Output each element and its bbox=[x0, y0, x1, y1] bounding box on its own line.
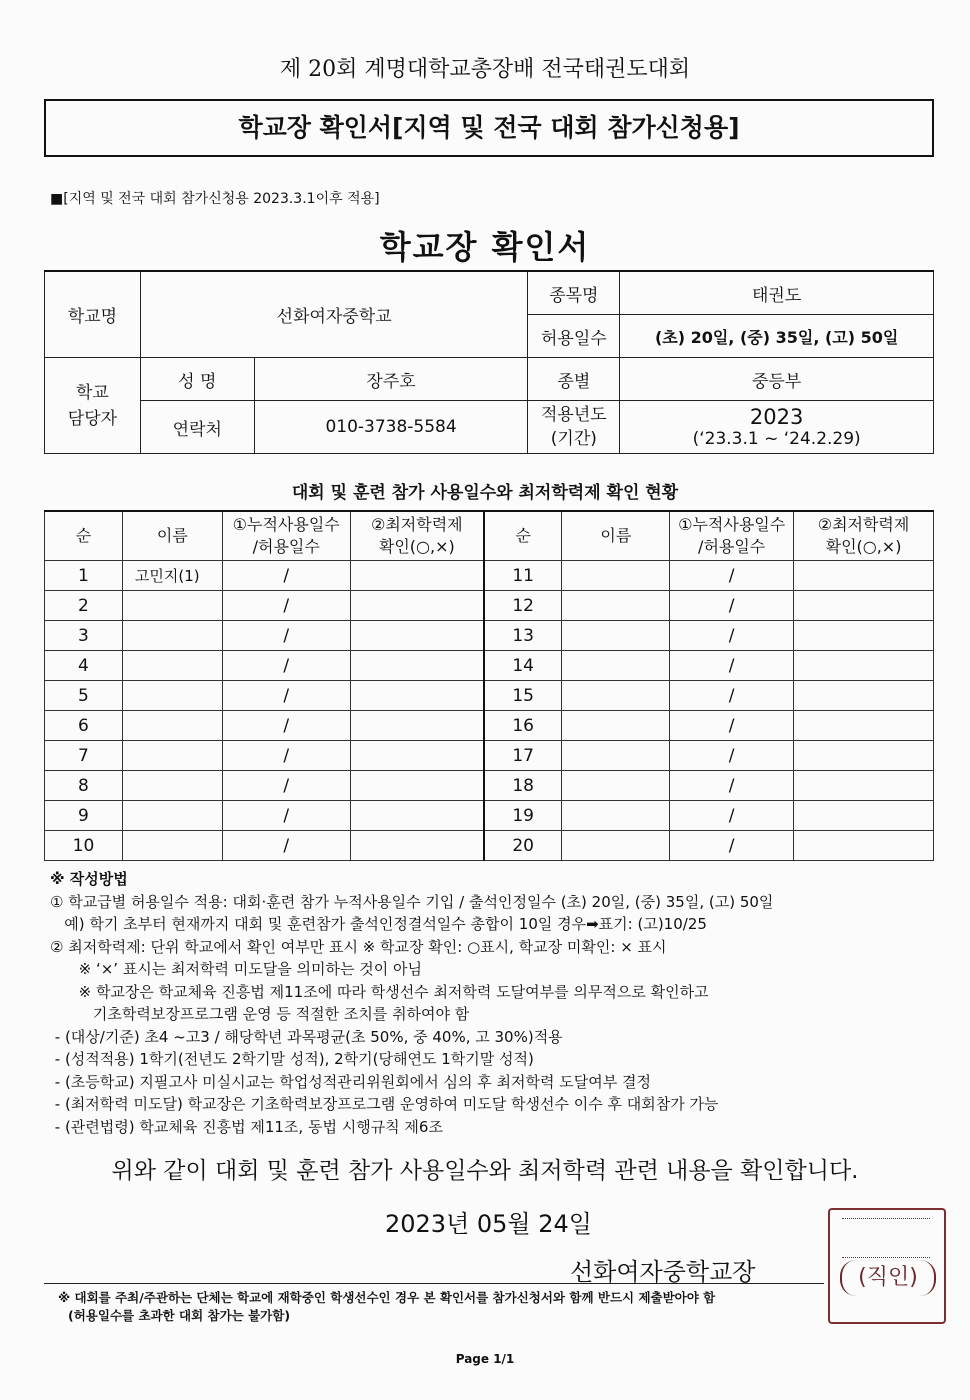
row-check bbox=[350, 621, 484, 651]
footer-line-1: ※ 대회를 주최/주관하는 단체는 학교에 재학중인 학생선수인 경우 본 확인서를 참가신청서와 함께 반드시 제출받아야 함 bbox=[58, 1290, 716, 1305]
period-value: (‘23.3.1 ~ ‘24.2.29) bbox=[692, 429, 861, 449]
method-line: ① 학교급별 허용일수 적용: 대회·훈련 참가 누적사용일수 기입 / 출석인정일수 (초) 20일, (중) 35일, (고) 50일 bbox=[50, 892, 774, 911]
row-days: / bbox=[670, 591, 794, 621]
row-number: 7 bbox=[45, 741, 123, 771]
row-name bbox=[562, 561, 670, 591]
school-info-table bbox=[44, 270, 934, 454]
row-name bbox=[562, 591, 670, 621]
row-number: 12 bbox=[484, 591, 562, 621]
name-value: 장주호 bbox=[254, 358, 528, 401]
row-name bbox=[562, 651, 670, 681]
allowed-days-value: (초) 20일, (중) 35일, (고) 50일 bbox=[620, 315, 934, 358]
table-row bbox=[45, 771, 934, 801]
row-check bbox=[794, 621, 934, 651]
row-number: 17 bbox=[484, 741, 562, 771]
row-days: / bbox=[222, 651, 350, 681]
row-name bbox=[122, 741, 222, 771]
row-name bbox=[562, 831, 670, 861]
sport-label: 종목명 bbox=[528, 271, 620, 315]
row-check bbox=[350, 831, 484, 861]
row-name bbox=[562, 681, 670, 711]
row-check bbox=[794, 561, 934, 591]
method-line: ※ 학교장은 학교체육 진흥법 제11조에 따라 학생선수 최저학력 도달여부를 의무적으로 확인하고 bbox=[50, 982, 709, 1001]
row-name bbox=[562, 621, 670, 651]
row-number: 3 bbox=[45, 621, 123, 651]
row-days: / bbox=[670, 801, 794, 831]
table-row bbox=[45, 831, 934, 861]
method-line: - (성적적용) 1학기(전년도 2학기말 성적), 2학기(당해연도 1학기말 성적) bbox=[50, 1050, 534, 1068]
row-check bbox=[794, 741, 934, 771]
method-line: ※ ‘×’ 표시는 최저학력 미도달을 의미하는 것이 아님 bbox=[50, 960, 422, 978]
row-check bbox=[794, 591, 934, 621]
applicability-note: ■[지역 및 전국 대회 참가신청용 2023.3.1이후 적용] bbox=[50, 191, 380, 207]
confirmation-statement: 위와 같이 대회 및 훈련 참가 사용일수와 최저학력 관련 내용을 확인합니다. bbox=[111, 1158, 859, 1184]
school-value: 선화여자중학교 bbox=[140, 271, 528, 358]
row-days: / bbox=[222, 621, 350, 651]
principal-name: 선화여자중학교장 bbox=[570, 1258, 756, 1286]
school-label: 학교명 bbox=[45, 271, 141, 358]
table-row bbox=[45, 651, 934, 681]
header-name: 이름 bbox=[122, 511, 222, 561]
header-check: ②최저학력제 확인(○,×) bbox=[794, 511, 934, 561]
row-name bbox=[122, 591, 222, 621]
division-value: 중등부 bbox=[620, 358, 934, 401]
row-days: / bbox=[670, 651, 794, 681]
header-days: ①누적사용일수 /허용일수 bbox=[670, 511, 794, 561]
row-number: 4 bbox=[45, 651, 123, 681]
list-title: 대회 및 훈련 참가 사용일수와 최저학력제 확인 현황 bbox=[291, 483, 679, 503]
row-days: / bbox=[670, 741, 794, 771]
method-line: 예) 학기 초부터 현재까지 대회 및 훈련참가 출석인정결석일수 총합이 10일 경우➡표기: (고)10/25 bbox=[50, 915, 707, 933]
header-no: 순 bbox=[45, 511, 123, 561]
sport-value: 태권도 bbox=[620, 271, 934, 315]
row-days: / bbox=[222, 591, 350, 621]
row-days: / bbox=[222, 771, 350, 801]
row-check bbox=[794, 681, 934, 711]
header-days: ①누적사용일수 /허용일수 bbox=[222, 511, 350, 561]
row-check bbox=[350, 651, 484, 681]
row-name bbox=[562, 711, 670, 741]
name-label: 성 명 bbox=[140, 358, 254, 401]
row-days: / bbox=[670, 831, 794, 861]
row-name bbox=[562, 801, 670, 831]
row-check bbox=[350, 801, 484, 831]
method-line: - (초등학교) 지필고사 미실시교는 학업성적관리위원회에서 심의 후 최저학력 도달여부 결정 bbox=[50, 1072, 651, 1091]
row-number: 14 bbox=[484, 651, 562, 681]
allowed-days-label: 허용일수 bbox=[528, 315, 620, 358]
row-number: 18 bbox=[484, 771, 562, 801]
row-days: / bbox=[222, 741, 350, 771]
contact-value: 010-3738-5584 bbox=[254, 401, 528, 454]
row-check bbox=[350, 561, 484, 591]
seal-text: (직인) bbox=[840, 1260, 936, 1296]
row-name bbox=[122, 681, 222, 711]
row-number: 11 bbox=[484, 561, 562, 591]
row-number: 2 bbox=[45, 591, 123, 621]
year-value: 2023 bbox=[749, 405, 804, 429]
row-days: / bbox=[222, 681, 350, 711]
row-days: / bbox=[222, 801, 350, 831]
row-check bbox=[794, 651, 934, 681]
row-number: 13 bbox=[484, 621, 562, 651]
page-number: Page 1/1 bbox=[455, 1352, 515, 1366]
row-name: 고민지(1) bbox=[122, 561, 222, 591]
usage-table bbox=[44, 510, 934, 861]
event-title: 제 20회 계명대학교총장배 전국태권도대회 bbox=[279, 57, 691, 82]
table-row bbox=[45, 561, 934, 591]
row-days: / bbox=[670, 561, 794, 591]
header-name: 이름 bbox=[562, 511, 670, 561]
row-number: 20 bbox=[484, 831, 562, 861]
row-number: 6 bbox=[45, 711, 123, 741]
row-name bbox=[122, 651, 222, 681]
row-days: / bbox=[670, 711, 794, 741]
row-number: 9 bbox=[45, 801, 123, 831]
row-check bbox=[794, 831, 934, 861]
row-number: 8 bbox=[45, 771, 123, 801]
seal-pattern bbox=[842, 1218, 930, 1258]
method-line: ② 최저학력제: 단위 학교에서 확인 여부만 표시 ※ 학교장 확인: ○표시, 학교장 미확인: × 표시 bbox=[50, 937, 667, 956]
row-number: 10 bbox=[45, 831, 123, 861]
footer-line-2: (허용일수를 초과한 대회 참가는 불가함) bbox=[68, 1308, 291, 1323]
row-check bbox=[350, 711, 484, 741]
table-row bbox=[45, 681, 934, 711]
row-days: / bbox=[222, 711, 350, 741]
row-name bbox=[562, 741, 670, 771]
method-line: - (최저학력 미도달) 학교장은 기초학력보장프로그램 운영하여 미도달 학생선수 이수 후 대회참가 가능 bbox=[50, 1095, 719, 1113]
row-check bbox=[350, 591, 484, 621]
row-check bbox=[794, 801, 934, 831]
table-row bbox=[45, 621, 934, 651]
division-label: 종별 bbox=[528, 358, 620, 401]
header-check: ②최저학력제 확인(○,×) bbox=[350, 511, 484, 561]
row-days: / bbox=[670, 681, 794, 711]
table-row bbox=[45, 591, 934, 621]
main-title: 학교장 확인서 bbox=[379, 228, 591, 266]
row-name bbox=[122, 801, 222, 831]
method-heading: ※ 작성방법 bbox=[50, 870, 128, 888]
manager-label: 학교 담당자 bbox=[45, 358, 141, 454]
row-number: 19 bbox=[484, 801, 562, 831]
writing-method bbox=[50, 868, 930, 1138]
issue-date: 2023년 05월 24일 bbox=[385, 1210, 592, 1238]
row-number: 15 bbox=[484, 681, 562, 711]
method-line: 기초학력보장프로그램 운영 등 적절한 조치를 취하여야 함 bbox=[50, 1005, 470, 1023]
row-name bbox=[122, 831, 222, 861]
row-name bbox=[122, 771, 222, 801]
row-name bbox=[122, 621, 222, 651]
year-label: 적용년도 (기간) bbox=[528, 401, 620, 454]
row-number: 16 bbox=[484, 711, 562, 741]
table-row bbox=[45, 711, 934, 741]
row-days: / bbox=[222, 831, 350, 861]
row-number: 1 bbox=[45, 561, 123, 591]
row-check bbox=[794, 771, 934, 801]
method-line: - (관련법령) 학교체육 진흥법 제11조, 동법 시행규칙 제6조 bbox=[50, 1117, 443, 1136]
row-name bbox=[562, 771, 670, 801]
table-row bbox=[45, 801, 934, 831]
contact-label: 연락처 bbox=[140, 401, 254, 454]
row-name bbox=[122, 711, 222, 741]
year-cell bbox=[620, 401, 934, 454]
row-check bbox=[350, 741, 484, 771]
header-no: 순 bbox=[484, 511, 562, 561]
row-number: 5 bbox=[45, 681, 123, 711]
row-check bbox=[794, 711, 934, 741]
row-check bbox=[350, 681, 484, 711]
table-row bbox=[45, 741, 934, 771]
form-title-box: 학교장 확인서[지역 및 전국 대회 참가신청용] bbox=[44, 99, 934, 157]
footer-divider bbox=[44, 1283, 824, 1284]
method-line: - (대상/기준) 초4 ~고3 / 해당학년 과목평균(초 50%, 중 40%, 고 30%)적용 bbox=[50, 1027, 563, 1046]
footer-note bbox=[58, 1289, 938, 1325]
row-days: / bbox=[222, 561, 350, 591]
row-days: / bbox=[670, 621, 794, 651]
row-days: / bbox=[670, 771, 794, 801]
row-check bbox=[350, 771, 484, 801]
